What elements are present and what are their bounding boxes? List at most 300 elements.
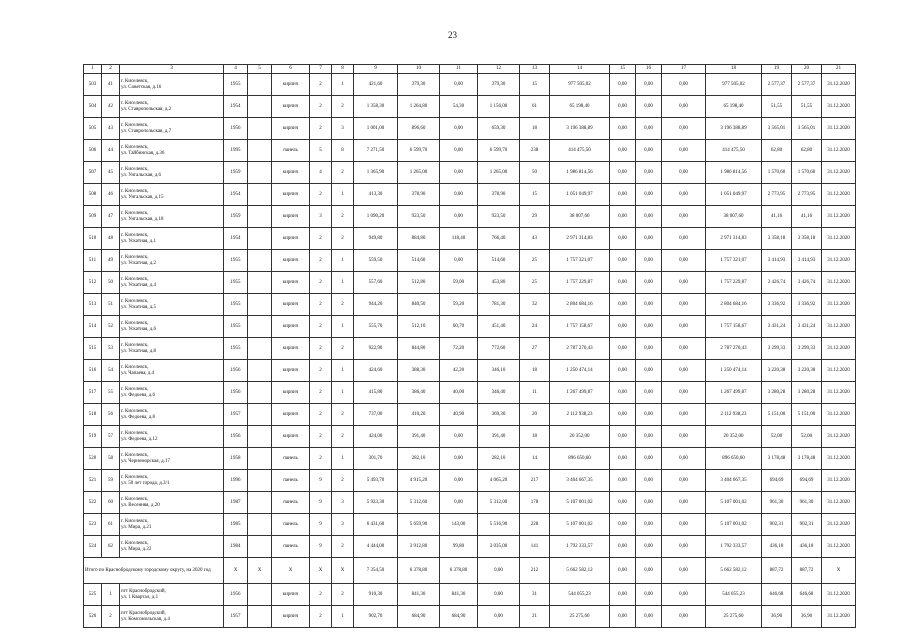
table-cell: кирпич <box>272 162 310 184</box>
table-cell: 0,00 <box>636 448 662 470</box>
table-row <box>84 250 856 272</box>
table-cell: 0,00 <box>440 426 478 448</box>
total-row <box>84 558 856 584</box>
table-cell: 2 971 314,83 <box>550 228 610 250</box>
table-cell: 386,40 <box>398 382 440 404</box>
table-cell: 62,80 <box>762 140 792 162</box>
table-cell: 504 <box>84 96 102 118</box>
table-cell: 41,16 <box>792 206 822 228</box>
table-cell: 52 <box>102 316 120 338</box>
table-row <box>84 492 856 514</box>
table-cell: 47 <box>102 206 120 228</box>
table-cell: 141 <box>520 536 550 558</box>
table-cell: 1955 <box>224 74 248 96</box>
table-cell: 25 <box>520 272 550 294</box>
table-cell: 772,60 <box>478 338 520 360</box>
table-cell: 3 <box>120 65 224 74</box>
table-cell: 3 336,92 <box>792 294 822 316</box>
table-cell: г. Киселевск, ул. Весенняя, д.20 <box>120 492 224 514</box>
table-cell: 61 <box>520 96 550 118</box>
table-cell: 40,00 <box>440 382 478 404</box>
table-cell: 50 <box>102 272 120 294</box>
table-row <box>84 514 856 536</box>
table-cell: 1956 <box>224 118 248 140</box>
table-cell: 0,00 <box>610 382 636 404</box>
table-cell: 0,00 <box>610 272 636 294</box>
table-cell: 2 804 684,16 <box>706 294 762 316</box>
table-cell: 0,00 <box>636 536 662 558</box>
table-cell: 0,00 <box>636 162 662 184</box>
table-cell: 1985 <box>224 514 248 536</box>
table-cell: 8 <box>332 140 354 162</box>
table-cell: кирпич <box>272 294 310 316</box>
table-cell: кирпич <box>272 316 310 338</box>
table-cell: 525 <box>84 584 102 606</box>
table-cell: 1 986 814,56 <box>706 162 762 184</box>
table-cell: 896 650,60 <box>706 448 762 470</box>
table-cell: 40,90 <box>440 404 478 426</box>
table-row <box>84 470 856 492</box>
table-cell <box>248 74 272 96</box>
table-cell: 38 007,60 <box>706 206 762 228</box>
table-cell: 436,18 <box>762 536 792 558</box>
table-cell: 29 <box>520 206 550 228</box>
table-cell: 3 <box>332 492 354 514</box>
table-cell: 3 299,33 <box>762 338 792 360</box>
table-cell: 18 <box>520 360 550 382</box>
table-cell: 781,30 <box>478 294 520 316</box>
table-cell: 55 <box>102 382 120 404</box>
table-cell: 0,00 <box>636 338 662 360</box>
table-cell: 4 <box>224 65 248 74</box>
table-cell: 21 <box>822 65 856 74</box>
table-row <box>84 360 856 382</box>
table-cell: 0,00 <box>610 228 636 250</box>
table-cell: 1 <box>332 184 354 206</box>
table-cell: 0,00 <box>662 558 706 584</box>
table-cell: 512,80 <box>398 272 440 294</box>
table-cell: 2 <box>310 382 332 404</box>
table-cell: 19 <box>762 65 792 74</box>
table-cell: 31.12.2020 <box>822 118 856 140</box>
table-cell: 1954 <box>224 184 248 206</box>
table-cell: 3 220,38 <box>792 360 822 382</box>
table-cell: 961,30 <box>792 492 822 514</box>
table-cell: 2 <box>310 228 332 250</box>
table-cell: 31.12.2020 <box>822 206 856 228</box>
table-row <box>84 272 856 294</box>
table-cell: 15 <box>520 74 550 96</box>
table-cell: 2 <box>310 74 332 96</box>
table-cell: 515 <box>84 338 102 360</box>
table-cell: кирпич <box>272 360 310 382</box>
table-cell: 9 <box>354 65 398 74</box>
table-cell: 2 <box>332 206 354 228</box>
table-cell: 517 <box>84 382 102 404</box>
table-cell: 1956 <box>224 382 248 404</box>
table-cell: 1 570,60 <box>792 162 822 184</box>
table-cell: кирпич <box>272 338 310 360</box>
table-cell: 2 <box>310 426 332 448</box>
table-cell: 1 267 499,87 <box>550 382 610 404</box>
table-cell: 1959 <box>224 206 248 228</box>
table-cell: 21 <box>520 606 550 628</box>
table-cell: 659,30 <box>478 118 520 140</box>
table-cell: 31.12.2020 <box>822 404 856 426</box>
table-cell: 2 <box>332 96 354 118</box>
table-cell: 896 650,60 <box>550 448 610 470</box>
table-cell: кирпич <box>272 206 310 228</box>
table-cell: 413,30 <box>354 184 398 206</box>
table-cell: 2 <box>310 294 332 316</box>
table-cell: панель <box>272 448 310 470</box>
table-cell: 99,80 <box>440 536 478 558</box>
table-cell: 2 <box>310 96 332 118</box>
table-cell: 0,00 <box>662 382 706 404</box>
table-cell: 2 <box>310 584 332 606</box>
table-cell: 518 <box>84 404 102 426</box>
table-cell: 48 <box>102 228 120 250</box>
table-cell: 0,00 <box>610 426 636 448</box>
table-cell: 0,00 <box>636 492 662 514</box>
table-cell: г. Киселевск, ул. Ставропольская, д.7 <box>120 118 224 140</box>
table-cell: 0,00 <box>440 470 478 492</box>
table-cell: 31.12.2020 <box>822 514 856 536</box>
table-cell: 2 804 684,16 <box>550 294 610 316</box>
table-cell: 0,00 <box>610 448 636 470</box>
table-cell: 0,00 <box>636 606 662 628</box>
table-cell: 0,00 <box>662 514 706 536</box>
table-cell: 14 <box>550 65 610 74</box>
table-cell: 3 299,33 <box>792 338 822 360</box>
table-cell: 0,00 <box>662 294 706 316</box>
header-row <box>84 65 856 74</box>
table-cell: 421,60 <box>354 74 398 96</box>
table-cell: г. Киселевск, ул. Ускатная, д.5 <box>120 294 224 316</box>
table-cell: 510 <box>84 228 102 250</box>
table-cell: 5 516,90 <box>478 514 520 536</box>
table-cell <box>248 382 272 404</box>
table-cell: 72,20 <box>440 338 478 360</box>
table-cell: 52,00 <box>792 426 822 448</box>
table-cell: 49 <box>102 250 120 272</box>
table-cell <box>248 294 272 316</box>
table-cell: 544 055,23 <box>550 584 610 606</box>
table-cell: 20 <box>520 404 550 426</box>
table-row <box>84 74 856 96</box>
table-cell: 1 265,00 <box>478 162 520 184</box>
table-cell: 238 <box>520 140 550 162</box>
table-cell: 1 051 049,97 <box>706 184 762 206</box>
table-cell: 346,40 <box>478 382 520 404</box>
table-cell: 65 198,40 <box>706 96 762 118</box>
table-cell: 59,20 <box>440 294 478 316</box>
table-cell: 1 757 321,07 <box>550 250 610 272</box>
table-cell: 2 112 938,23 <box>706 404 762 426</box>
table-cell: 3 280,28 <box>762 382 792 404</box>
table-cell: г. Киселевск, ул. Советская, д.16 <box>120 74 224 96</box>
table-cell: 301,70 <box>354 448 398 470</box>
table-cell: 2 787 270,43 <box>706 338 762 360</box>
table-cell: 1 757 158,67 <box>550 316 610 338</box>
table-cell: 7 <box>310 65 332 74</box>
table-cell: 217 <box>520 470 550 492</box>
table-cell: кирпич <box>272 584 310 606</box>
table-cell: 3 178,48 <box>792 448 822 470</box>
table-cell: 1 <box>332 272 354 294</box>
table-cell: 436,18 <box>792 536 822 558</box>
table-cell: 59,00 <box>440 272 478 294</box>
table-cell: 378,90 <box>478 184 520 206</box>
table-cell: 32 <box>520 294 550 316</box>
table-cell: 1 <box>84 65 102 74</box>
table-cell: 0,00 <box>636 140 662 162</box>
table-cell: 51,55 <box>762 96 792 118</box>
table-cell: 0,00 <box>662 316 706 338</box>
table-cell: 5 312,60 <box>398 492 440 514</box>
table-cell <box>248 404 272 426</box>
table-cell: 57 <box>102 426 120 448</box>
table-cell: 923,50 <box>398 206 440 228</box>
table-cell: 7 271,50 <box>354 140 398 162</box>
table-cell: панель <box>272 492 310 514</box>
table-row <box>84 162 856 184</box>
table-cell: 31.12.2020 <box>822 492 856 514</box>
table-cell: 5 107 001,02 <box>550 514 610 536</box>
table-cell: 3 <box>310 206 332 228</box>
table-cell: 944,20 <box>354 294 398 316</box>
table-cell: 1984 <box>224 536 248 558</box>
table-cell: 7 354,50 <box>354 558 398 584</box>
table-cell: 896,60 <box>398 118 440 140</box>
table-cell: 1 <box>332 448 354 470</box>
table-cell: 902,31 <box>762 514 792 536</box>
table-cell: 1 <box>332 360 354 382</box>
table-cell: 0,00 <box>610 558 636 584</box>
table-cell: 522 <box>84 492 102 514</box>
table-cell: 1957 <box>224 404 248 426</box>
table-cell: 61 <box>102 514 120 536</box>
table-cell: 415,80 <box>354 382 398 404</box>
table-cell: 5 107 001,02 <box>706 492 762 514</box>
table-cell: 2 <box>332 294 354 316</box>
table-cell: 282,10 <box>398 448 440 470</box>
table-cell: 0,00 <box>636 404 662 426</box>
table-cell: 2 <box>310 272 332 294</box>
table-cell: 1 757 158,67 <box>706 316 762 338</box>
table-cell: 54 <box>102 360 120 382</box>
table-cell: 5 151,00 <box>792 404 822 426</box>
table-cell: 46 <box>102 184 120 206</box>
table-cell: 18 <box>706 65 762 74</box>
table-cell: 228 <box>520 514 550 536</box>
table-cell: 43 <box>520 228 550 250</box>
table-cell: 2 <box>310 404 332 426</box>
table-cell: 31.12.2020 <box>822 448 856 470</box>
table-cell: 0,00 <box>478 584 520 606</box>
table-cell: 25 275,60 <box>550 606 610 628</box>
table-cell: 2 <box>332 584 354 606</box>
table-cell: 508 <box>84 184 102 206</box>
table-cell: г. Киселевск, ул. Федоева, д.6 <box>120 382 224 404</box>
table-cell: 0,00 <box>610 470 636 492</box>
table-cell: 2 <box>310 606 332 628</box>
table-cell: 0,00 <box>662 118 706 140</box>
table-cell: 844,80 <box>398 338 440 360</box>
table-cell: 16 <box>636 65 662 74</box>
table-cell: 31.12.2020 <box>822 250 856 272</box>
table-cell: 646,68 <box>762 584 792 606</box>
table-cell: 12 <box>478 65 520 74</box>
table-body <box>84 65 856 628</box>
table-cell: панель <box>272 536 310 558</box>
table-cell: 17 <box>662 65 706 74</box>
table-cell: 0,00 <box>662 492 706 514</box>
table-cell: 516 <box>84 360 102 382</box>
table-cell: г. Киселевск, ул. Федоева, д.8 <box>120 404 224 426</box>
table-cell: 1955 <box>224 294 248 316</box>
table-cell: 56 <box>102 404 120 426</box>
table-cell: 5 659,90 <box>398 514 440 536</box>
table-cell: 31.12.2020 <box>822 162 856 184</box>
table-cell <box>248 492 272 514</box>
table-cell: 3 196 388,89 <box>550 118 610 140</box>
table-cell: 694,69 <box>762 470 792 492</box>
table-cell <box>248 448 272 470</box>
table-cell: 4 915,20 <box>398 470 440 492</box>
table-cell: 15 <box>520 184 550 206</box>
table-cell: 3 565,01 <box>762 118 792 140</box>
table-cell: г. Киселевск, ул. Федоева, д.12 <box>120 426 224 448</box>
table-cell: г. Киселевск, ул. Ускатная, д.8 <box>120 338 224 360</box>
table-cell: 54,30 <box>440 96 478 118</box>
table-cell: 910,30 <box>354 584 398 606</box>
table-cell: 0,00 <box>610 162 636 184</box>
table-cell: X <box>248 558 272 584</box>
table-cell: 524 <box>84 536 102 558</box>
page-number: 23 <box>448 30 457 40</box>
table-cell: г. Киселевск, ул. Черноморская, д.17 <box>120 448 224 470</box>
table-cell: 2 773,95 <box>762 184 792 206</box>
table-row <box>84 584 856 606</box>
table-cell: 18 <box>520 118 550 140</box>
table-cell: 0,00 <box>440 162 478 184</box>
table-cell: 9 <box>310 536 332 558</box>
table-cell: 5 662 582,12 <box>706 558 762 584</box>
table-cell: 0,00 <box>636 360 662 382</box>
table-cell: 2 787 270,43 <box>550 338 610 360</box>
table-row <box>84 140 856 162</box>
table-cell: 6 378,80 <box>398 558 440 584</box>
table-cell: 1954 <box>224 228 248 250</box>
table-cell: 1957 <box>224 606 248 628</box>
table-cell: г. Киселевск, ул. Ускатная, д.2 <box>120 250 224 272</box>
table-cell: 20 352,00 <box>550 426 610 448</box>
table-cell: 11 <box>520 382 550 404</box>
table-cell: пгт Краснобродский, ул. Комсомольская, д.4 <box>120 606 224 628</box>
table-row <box>84 228 856 250</box>
table-cell: 50 <box>520 162 550 184</box>
table-cell: 6 <box>272 65 310 74</box>
table-cell <box>248 360 272 382</box>
table-cell: 9 <box>310 514 332 536</box>
table-cell: 0,00 <box>610 118 636 140</box>
table-cell: 2 <box>310 448 332 470</box>
table-cell: 31.12.2020 <box>822 536 856 558</box>
table-cell: 52,00 <box>762 426 792 448</box>
table-cell <box>248 426 272 448</box>
table-row <box>84 536 856 558</box>
table-row <box>84 338 856 360</box>
table-cell: 902,31 <box>792 514 822 536</box>
table-cell: 0,00 <box>636 96 662 118</box>
table-cell: 1 265,00 <box>398 162 440 184</box>
table-cell: 0,00 <box>662 404 706 426</box>
table-cell: 1995 <box>224 140 248 162</box>
table-cell: 2 <box>332 338 354 360</box>
table-cell: 841,30 <box>440 584 478 606</box>
table-cell: 1 <box>332 250 354 272</box>
table-cell: X <box>822 558 856 584</box>
table-cell: 2 <box>332 470 354 492</box>
table-cell: 1954 <box>224 96 248 118</box>
table-row <box>84 426 856 448</box>
table-cell: 5 662 582,12 <box>550 558 610 584</box>
table-cell: кирпич <box>272 426 310 448</box>
table-cell: 0,00 <box>662 184 706 206</box>
table-cell: 1959 <box>224 162 248 184</box>
table-cell: 1 250 474,14 <box>706 360 762 382</box>
table-cell: 1 <box>332 74 354 96</box>
table-cell <box>248 536 272 558</box>
table-cell: панель <box>272 470 310 492</box>
table-cell: 1996 <box>224 470 248 492</box>
table-cell: 414 475,50 <box>550 140 610 162</box>
table-cell: 0,00 <box>662 228 706 250</box>
table-cell: 0,00 <box>610 492 636 514</box>
table-cell: 0,00 <box>440 206 478 228</box>
table-cell: 0,00 <box>662 162 706 184</box>
table-cell: 0,00 <box>636 272 662 294</box>
table-cell: 346,10 <box>478 360 520 382</box>
table-cell <box>248 250 272 272</box>
table-cell: г. Киселевск, ул. Ускатная, д.1 <box>120 228 224 250</box>
table-cell: г. Киселевск, ул. Мира, д.21 <box>120 514 224 536</box>
table-cell: 1 757 229,87 <box>706 272 762 294</box>
table-cell: 3 336,92 <box>762 294 792 316</box>
table-cell: 0,00 <box>610 360 636 382</box>
table-cell: 2 577,37 <box>762 74 792 96</box>
table-cell: 0,00 <box>662 536 706 558</box>
table-cell: 840,50 <box>398 294 440 316</box>
table-cell <box>248 584 272 606</box>
table-cell: 178 <box>520 492 550 514</box>
table-cell: 544 055,23 <box>706 584 762 606</box>
table-cell: 1 757 321,07 <box>706 250 762 272</box>
table-cell: Итого по Краснобродскому городскому округу, на 2020 год <box>84 558 224 584</box>
table-cell: 4 <box>310 162 332 184</box>
table-cell: 212 <box>520 558 550 584</box>
table-cell: 557,60 <box>354 272 398 294</box>
table-cell: 36,90 <box>792 606 822 628</box>
table-cell: 514,60 <box>398 250 440 272</box>
table-cell: X <box>310 558 332 584</box>
table-cell: 0,00 <box>440 118 478 140</box>
table-cell: 0,00 <box>610 606 636 628</box>
table-cell: г. Киселевск, ул. Чапаева, д.4 <box>120 360 224 382</box>
table-cell: 0,00 <box>636 426 662 448</box>
table-cell: панель <box>272 514 310 536</box>
